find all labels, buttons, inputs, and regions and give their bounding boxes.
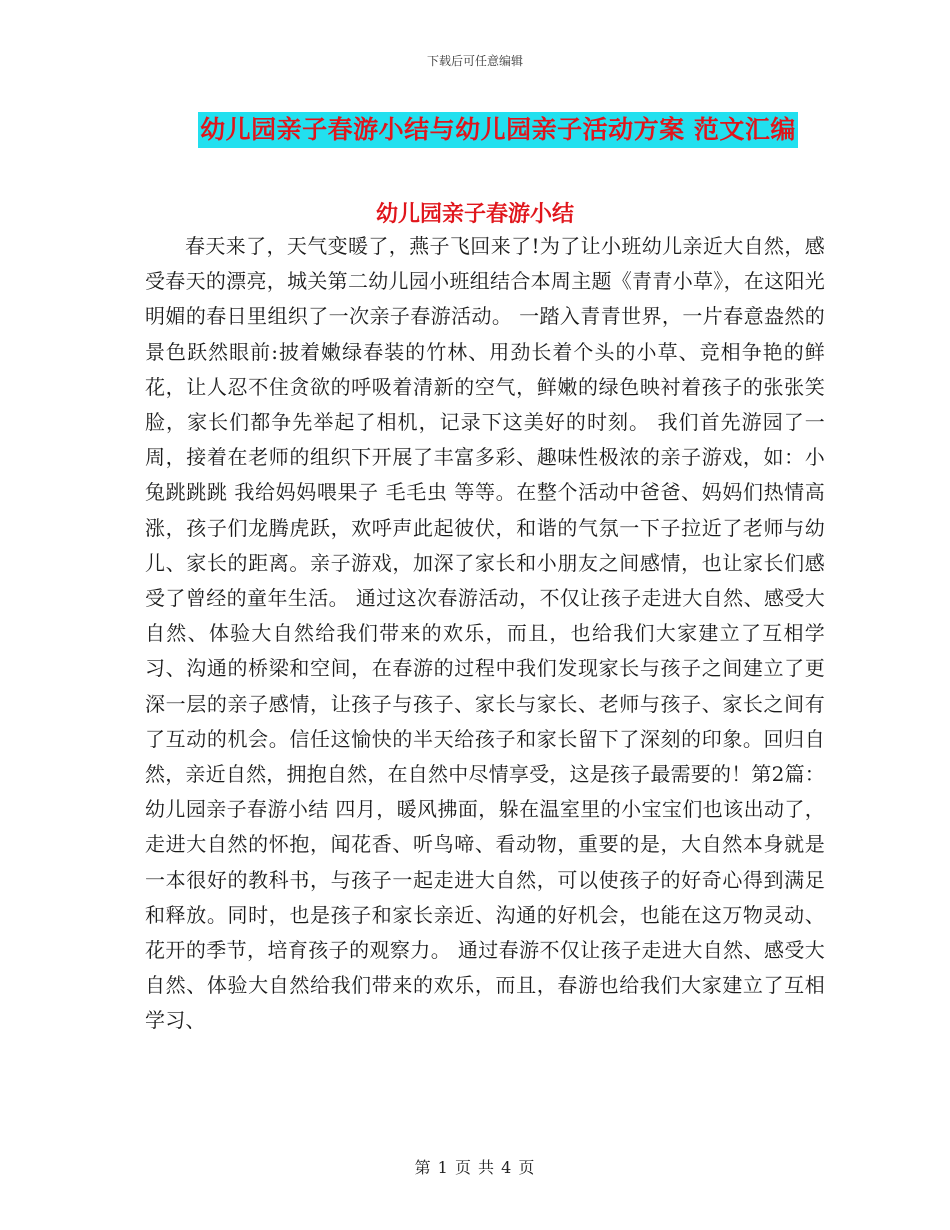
document-title: 幼儿园亲子春游小结与幼儿园亲子活动方案 范文汇编	[198, 112, 798, 148]
body-paragraph: 春天来了，天气变暖了，燕子飞回来了!为了让小班幼儿亲近大自然，感受春天的漂亮，城关第二幼儿园小班组结合本周主题《青青小草》，在这阳光明媚的春日里组织了一次亲子春游活动。 一踏入青青世界，一片春意盎然的景色跃然眼前:披着嫩绿春装的竹林、用劲长着个头的小草、竞相争艳的鲜花，让人忍不住贪欲的呼吸着清新的空气，鲜嫩的绿色映衬着孩子的张张笑脸，家长们都争先举起了相机，记录下这美好的时刻。 我们首先游园了一周，接着在老师的组织下开展了丰富多彩、趣味性极浓的亲子游戏，如：小兔跳跳跳 我给妈妈喂果子 毛毛虫 等等。在整个活动中爸爸、妈妈们热情高涨，孩子们龙腾虎跃，欢呼声此起彼伏，和谐的气氛一下子拉近了老师与幼儿、家长的距离。亲子游戏，加深了家长和小朋友之间感情，也让家长们感受了曾经的童年生活。 通过这次春游活动，不仅让孩子走进大自然、感受大自然、体验大自然给我们带来的欢乐，而且，也给我们大家建立了互相学习、沟通的桥梁和空间，在春游的过程中我们发现家长与孩子之间建立了更深一层的亲子感情，让孩子与孩子、家长与家长、老师与孩子、家长之间有了互动的机会。信任这愉快的半天给孩子和家长留下了深刻的印象。回归自然，亲近自然，拥抱自然，在自然中尽情享受，这是孩子最需要的！第2篇：幼儿园亲子春游小结 四月，暖风拂面，躲在温室里的小宝宝们也该出动了，走进大自然的怀抱，闻花香、听鸟啼、看动物，重要的是，大自然本身就是一本很好的教科书，与孩子一起走进大自然，可以使孩子的好奇心得到满足和释放。同时，也是孩子和家长亲近、沟通的好机会，也能在这万物灵动、花开的季节，培育孩子的观察力。 通过春游不仅让孩子走进大自然、感受大自然、体验大自然给我们带来的欢乐，而且，春游也给我们大家建立了互相学习、	[145, 234, 825, 1033]
section-title: 幼儿园亲子春游小结	[375, 201, 574, 227]
document-title-block	[0, 112, 950, 148]
page-header-note: 下载后可任意编辑	[426, 54, 523, 68]
page-number: 第 1 页 共 4 页	[414, 1158, 536, 1177]
